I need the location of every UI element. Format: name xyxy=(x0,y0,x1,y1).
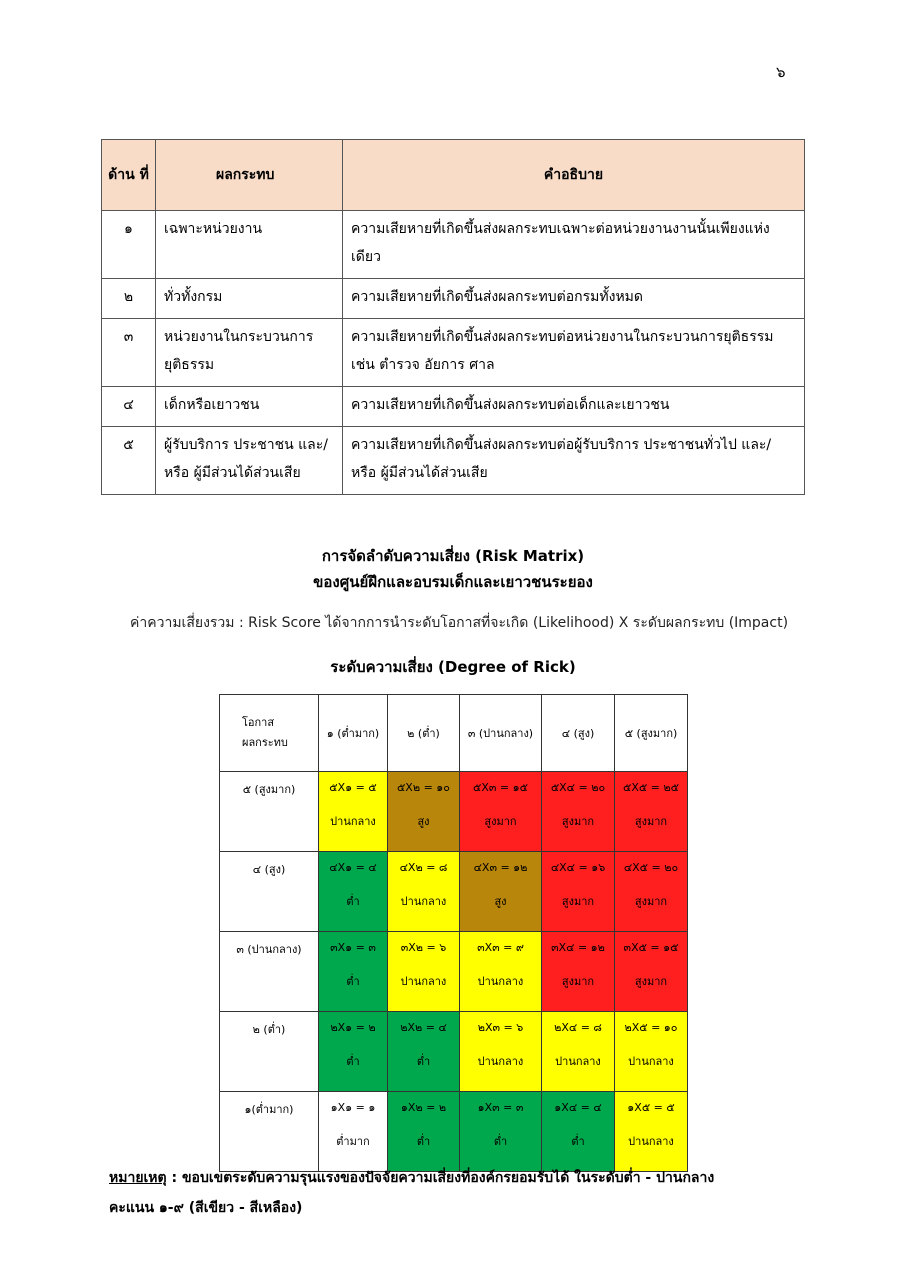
row-impact: เด็กหรือเยาวชน xyxy=(156,387,343,427)
matrix-cell-level: สูงมาก xyxy=(634,895,668,908)
matrix-cell-level: ปานกลาง xyxy=(477,975,524,988)
row-impact: ผู้รับบริการ ประชาชน และ/หรือ ผู้มีส่วนได้ส่วนเสีย xyxy=(156,427,343,495)
matrix-cell xyxy=(388,932,460,1012)
page-number: ๖ xyxy=(776,63,786,81)
matrix-cell xyxy=(542,772,615,852)
row-impact: ทั่วทั้งกรม xyxy=(156,279,343,319)
matrix-cell-level: ต่ำ xyxy=(416,1055,431,1068)
matrix-column-header: ๔ (สูง) xyxy=(542,695,615,772)
matrix-cell xyxy=(542,852,615,932)
row-description: ความเสียหายที่เกิดขึ้นส่งผลกระทบต่อกรมทั้งหมด xyxy=(343,279,805,319)
matrix-row xyxy=(220,1092,688,1172)
matrix-cell-level: ต่ำ xyxy=(346,975,360,988)
risk-matrix xyxy=(219,694,688,1172)
matrix-cell xyxy=(319,1092,388,1172)
footnote-line1-text: : ขอบเขตระดับความรุนแรงของปัจจัยความเสี่ยงที่องค์กรยอมรับได้ ในระดับต่ำ - ปานกลาง xyxy=(166,1170,715,1186)
matrix-cell-formula: ๔X๕ = ๒๐ xyxy=(623,861,679,874)
row-description: ความเสียหายที่เกิดขึ้นส่งผลกระทบต่อเด็กและเยาวชน xyxy=(343,387,805,427)
matrix-cell-level: ปานกลาง xyxy=(555,1055,601,1068)
row-description: ความเสียหายที่เกิดขึ้นส่งผลกระทบต่อผู้รับบริการ ประชาชนทั่วไป และ/หรือ ผู้มีส่วนได้ส่วนเสีย xyxy=(343,427,805,495)
matrix-title-line1: การจัดลำดับความเสี่ยง (Risk Matrix) xyxy=(321,547,585,565)
matrix-cell-level: ต่ำ xyxy=(416,1135,431,1148)
row-num: ๔ xyxy=(102,387,156,427)
matrix-cell-formula: ๑X๕ = ๕ xyxy=(627,1101,675,1114)
matrix-cell-level: ปานกลาง xyxy=(400,975,447,988)
matrix-cell xyxy=(460,1012,542,1092)
table-row xyxy=(102,387,805,427)
matrix-cell-level: ปานกลาง xyxy=(400,895,447,908)
matrix-cell xyxy=(542,932,615,1012)
matrix-column-header: ๑ (ต่ำมาก) xyxy=(319,695,388,772)
matrix-cell xyxy=(388,1092,460,1172)
matrix-cell-formula: ๒X๒ = ๔ xyxy=(400,1021,447,1034)
matrix-row xyxy=(220,1012,688,1092)
matrix-cell-formula: ๓X๒ = ๖ xyxy=(400,941,447,954)
matrix-cell-level: สูงมาก xyxy=(561,815,595,828)
matrix-cell-level: สูงมาก xyxy=(634,815,668,828)
row-description: ความเสียหายที่เกิดขึ้นส่งผลกระทบเฉพาะต่อหน่วยงานงานนั้นเพียงแห่งเดียว xyxy=(343,211,805,279)
matrix-cell-level: ต่ำมาก xyxy=(336,1135,370,1148)
row-impact: หน่วยงานในกระบวนการยุติธรรม xyxy=(156,319,343,387)
matrix-cell-level: ปานกลาง xyxy=(628,1055,674,1068)
matrix-cell-formula: ๒X๕ = ๑๐ xyxy=(624,1021,678,1034)
table-row xyxy=(102,279,805,319)
row-description: ความเสียหายที่เกิดขึ้นส่งผลกระทบต่อหน่วยงานในกระบวนการยุติธรรม เช่น ตำรวจ อัยการ ศาล xyxy=(343,319,805,387)
matrix-row-label: ๔ (สูง) xyxy=(220,852,319,932)
row-impact: เฉพาะหน่วยงาน xyxy=(156,211,343,279)
row-num: ๑ xyxy=(102,211,156,279)
degree-title: ระดับความเสี่ยง (Degree of Rick) xyxy=(330,658,576,676)
matrix-cell-level: ต่ำ xyxy=(571,1135,585,1148)
footnote-line1 xyxy=(109,1163,809,1193)
matrix-cell xyxy=(388,852,460,932)
matrix-cell-formula: ๓X๓ = ๙ xyxy=(477,941,524,954)
header-impact: ผลกระทบ xyxy=(156,140,343,211)
matrix-cell-formula: ๒X๓ = ๖ xyxy=(477,1021,524,1034)
corner-likelihood-label: โอกาส xyxy=(242,716,275,729)
matrix-cell-level: ต่ำ xyxy=(346,895,360,908)
matrix-cell xyxy=(615,932,688,1012)
table-row xyxy=(102,427,805,495)
matrix-cell-formula: ๓X๕ = ๑๕ xyxy=(623,941,679,954)
matrix-header-row xyxy=(220,695,688,772)
matrix-cell xyxy=(319,852,388,932)
matrix-cell-formula: ๔X๓ = ๑๒ xyxy=(473,861,528,874)
matrix-cell-formula: ๒X๑ = ๒ xyxy=(330,1021,376,1034)
matrix-cell xyxy=(388,1012,460,1092)
matrix-cell-level: ปานกลาง xyxy=(628,1135,674,1148)
matrix-cell-level: ต่ำ xyxy=(493,1135,508,1148)
matrix-cell-formula: ๑X๑ = ๑ xyxy=(330,1101,376,1114)
matrix-cell-level: สูง xyxy=(494,895,507,908)
matrix-column-header: ๕ (สูงมาก) xyxy=(615,695,688,772)
matrix-title xyxy=(0,543,906,595)
matrix-cell-formula: ๕X๑ = ๕ xyxy=(329,781,377,794)
matrix-cell-formula: ๕X๒ = ๑๐ xyxy=(396,781,451,794)
matrix-cell-level: ต่ำ xyxy=(346,1055,360,1068)
matrix-cell-formula: ๔X๒ = ๘ xyxy=(399,861,448,874)
table-row xyxy=(102,319,805,387)
footnote xyxy=(109,1163,809,1223)
footnote-line2: คะแนน ๑-๙ (สีเขียว - สีเหลือง) xyxy=(109,1200,303,1216)
matrix-cell xyxy=(388,772,460,852)
matrix-cell-level: สูงมาก xyxy=(561,895,595,908)
impact-table xyxy=(101,139,805,495)
matrix-cell-level: สูง xyxy=(417,815,430,828)
matrix-cell-formula: ๔X๑ = ๔ xyxy=(329,861,377,874)
header-description: คำอธิบาย xyxy=(343,140,805,211)
matrix-cell xyxy=(319,1012,388,1092)
matrix-cell xyxy=(319,772,388,852)
matrix-title-line2: ของศูนย์ฝึกและอบรมเด็กและเยาวชนระยอง xyxy=(313,573,593,591)
matrix-cell xyxy=(460,852,542,932)
matrix-row xyxy=(220,932,688,1012)
matrix-cell-formula: ๑X๓ = ๓ xyxy=(477,1101,524,1114)
matrix-cell xyxy=(460,1092,542,1172)
matrix-cell xyxy=(460,932,542,1012)
matrix-column-header: ๓ (ปานกลาง) xyxy=(460,695,542,772)
matrix-row-label: ๕ (สูงมาก) xyxy=(220,772,319,852)
matrix-cell xyxy=(615,1092,688,1172)
matrix-cell xyxy=(542,1092,615,1172)
header-num: ด้าน ที่ xyxy=(102,140,156,211)
matrix-cell xyxy=(319,932,388,1012)
matrix-cell-formula: ๕X๓ = ๑๕ xyxy=(473,781,528,794)
corner-impact-label: ผลกระทบ xyxy=(242,736,288,749)
matrix-cell-level: สูงมาก xyxy=(634,975,668,988)
matrix-cell xyxy=(615,1012,688,1092)
risk-score-note: ค่าความเสี่ยงรวม : Risk Score ได้จากการนำระดับโอกาสที่จะเกิด (Likelihood) X ระดับผลกระทบ (Impact) xyxy=(130,615,789,631)
row-num: ๓ xyxy=(102,319,156,387)
matrix-corner-cell xyxy=(220,695,319,772)
matrix-cell-level: ปานกลาง xyxy=(330,815,376,828)
matrix-row-label: ๓ (ปานกลาง) xyxy=(220,932,319,1012)
matrix-cell xyxy=(615,852,688,932)
matrix-cell-formula: ๓X๑ = ๓ xyxy=(330,941,376,954)
matrix-row-label: ๑(ต่ำมาก) xyxy=(220,1092,319,1172)
matrix-cell-formula: ๔X๔ = ๑๖ xyxy=(550,861,606,874)
matrix-cell-formula: ๒X๔ = ๘ xyxy=(554,1021,602,1034)
row-num: ๒ xyxy=(102,279,156,319)
matrix-cell-formula: ๕X๔ = ๒๐ xyxy=(550,781,606,794)
matrix-row-label: ๒ (ต่ำ) xyxy=(220,1012,319,1092)
matrix-cell xyxy=(542,1012,615,1092)
matrix-column-header: ๒ (ต่ำ) xyxy=(388,695,460,772)
matrix-cell-formula: ๑X๔ = ๔ xyxy=(554,1101,602,1114)
matrix-cell-formula: ๓X๔ = ๑๒ xyxy=(551,941,605,954)
matrix-cell-formula: ๑X๒ = ๒ xyxy=(400,1101,447,1114)
row-num: ๕ xyxy=(102,427,156,495)
impact-table-header-row xyxy=(102,140,805,211)
matrix-cell xyxy=(615,772,688,852)
matrix-row xyxy=(220,772,688,852)
table-row xyxy=(102,211,805,279)
matrix-cell-level: สูงมาก xyxy=(561,975,595,988)
matrix-row xyxy=(220,852,688,932)
matrix-cell xyxy=(460,772,542,852)
footnote-key: หมายเหตุ xyxy=(109,1170,167,1186)
matrix-cell-level: สูงมาก xyxy=(484,815,517,828)
matrix-cell-level: ปานกลาง xyxy=(477,1055,524,1068)
matrix-cell-formula: ๕X๕ = ๒๕ xyxy=(623,781,679,794)
